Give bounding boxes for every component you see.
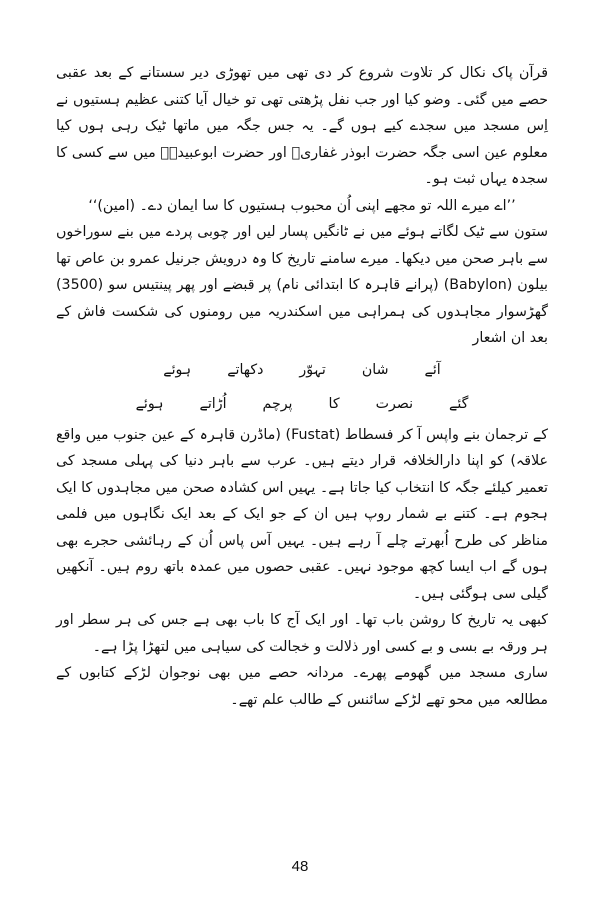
verse-word: نصرت [375,395,414,412]
paragraph-5: ساری مسجد میں گھومے پھرے۔ مردانہ حصے میں بھی نوجوان لڑکے کتابوں کے مطالعہ میں محو تھے لڑکے سائنس کے طالب علم تھے۔ [56,665,548,708]
verse-line-2 [56,388,548,420]
verse-word: دکھاتے [227,361,264,378]
paragraph-2: ستون سے ٹیک لگاتے ہوئے میں نے ٹانگیں پسار لیں اور چوبی پردے میں بنے سوراخوں سے باہر صحن میں دیکھا۔ میرے سامنے تاریخ کا وہ درویش جرنیل عمرو بن عاص تھا بیلون (Babylon) (پرانے قاہرہ کا ابتدائی نام) پر قبضے اور پھر پینتیس سو (3500) گھڑسوار مجاہدوں کی ہمراہی میں اسکندریہ میں رومنوں کی شکست فاش کے بعد ان اشعار [56,224,548,346]
paragraph-4: کبھی یہ تاریخ کا روشن باب تھا۔ اور ایک آج کا باب بھی ہے جس کی ہر سطر اور ہر ورقہ بے بسی و بے کسی اور ذلالت و خجالت کی سیاہی میں لتھڑا پڑا ہے۔ [56,612,548,655]
verse-word: ہوئے [163,361,192,378]
verse-word: گئے [449,395,469,412]
verse-word: تہوّر [299,361,326,378]
verse-word: کا [328,395,340,412]
verse-line-1 [56,354,548,386]
verse-word: اُڑاتے [199,395,227,412]
paragraph-1: قرآن پاک نکال کر تلاوت شروع کر دی تھی میں تھوڑی دیر سستانے کے بعد عقبی حصے میں گئی۔ وضو کیا اور جب نفل پڑھتی تھی تو خیال آیا کتنی عظیم ہستیوں نے اِس مسجد میں سجدے کیے ہوں گے۔ یہ جس جگہ میں ماتھا ٹیک رہی ہوں کیا معلوم عین اسی جگہ حضرت ابوذر غفاریؓ اور حضرت ابوعبیدہؓ میں سے کسی کا سجدہ یہاں ثبت ہو۔ [56,65,548,187]
page-number: 48 [291,858,309,875]
verse-word: ہوئے [135,395,164,412]
page-body [56,60,548,713]
paragraph-3: کے ترجمان بنے واپس آ کر فسطاط (Fustat) (ماڈرن قاہرہ کے عین جنوب میں واقع علاقہ) کو اپنا دارالخلافہ قرار دیتے ہیں۔ عرب سے باہر دنیا کی پہلی مسجد کی تعمیر کیلئے جگہ کا انتخاب کیا جاتا ہے۔ یہیں اس کشادہ صحن میں مجاہدوں کا ایک ہجوم ہے۔ کتنے بے شمار روپ ہیں ان کے جو ایک کے بعد ایک نگاہوں میں فلمی مناظر کی طرح اُبھرتے چلے آ رہے ہیں۔ یہیں آس پاس اُن کے رہائشی حجرے بھی ہوں گے اب ایسا کچھ موجود نہیں۔ عقبی حصوں میں عمدہ باتھ روم ہیں۔ آنکھیں گیلی سی ہوگئی ہیں۔ [56,426,548,602]
verse-word: پرچم [262,395,293,412]
verse-word: شان [361,361,389,378]
verse-word: آئے [424,361,441,378]
prayer-quote: ’’اے میرے اللہ تو مجھے اپنی اُن محبوب ہستیوں کا سا ایمان دے۔ (امین)‘‘ [88,197,516,214]
